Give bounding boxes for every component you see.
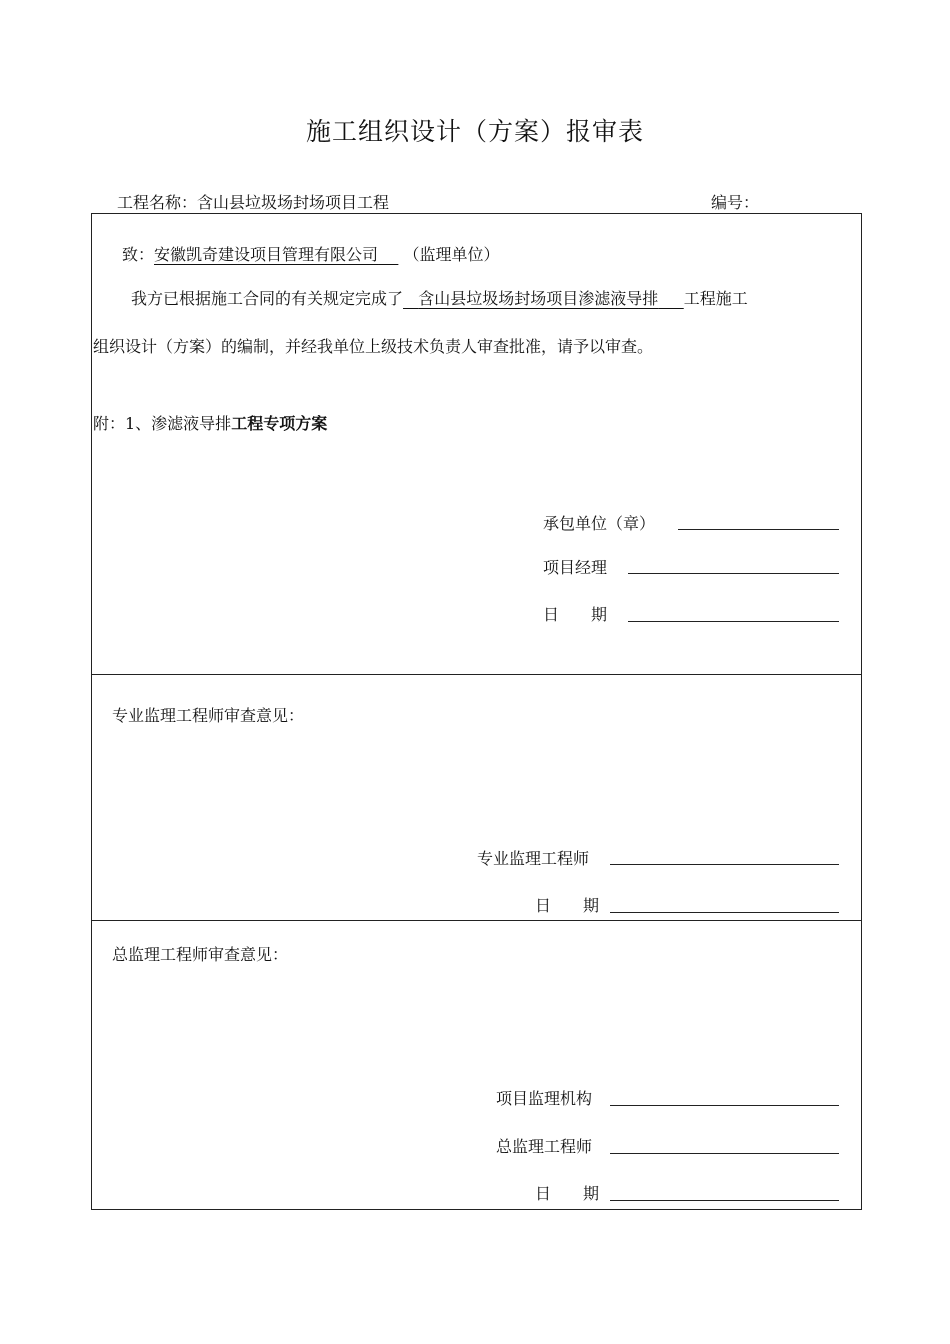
submission-line-1 bbox=[131, 286, 748, 309]
section-divider-2 bbox=[91, 920, 862, 921]
engineer-date-line bbox=[610, 912, 839, 913]
supervision-org-label: 项目监理机构 bbox=[496, 1089, 593, 1108]
engineer-date-label: 日 期 bbox=[535, 896, 600, 915]
project-name-label: 工程名称： bbox=[117, 193, 198, 212]
manager-label: 项目经理 bbox=[543, 558, 608, 577]
submission-line-2: 组织设计（方案）的编制，并经我单位上级技术负责人审查批准，请予以审查。 bbox=[93, 337, 654, 356]
engineer-label: 专业监理工程师 bbox=[477, 849, 590, 868]
submission-suffix: 工程施工 bbox=[683, 289, 748, 308]
engineer-review-heading: 专业监理工程师审查意见： bbox=[112, 706, 305, 725]
form-number-label: 编号： bbox=[711, 193, 760, 212]
recipient-line bbox=[122, 242, 499, 265]
section-divider-1 bbox=[91, 674, 862, 675]
chief-engineer-label: 总监理工程师 bbox=[496, 1137, 593, 1156]
contractor-signature-line bbox=[678, 529, 839, 530]
project-name-value: 含山县垃圾场封场项目工程 bbox=[197, 193, 390, 212]
submission-project: 含山县垃圾场封场项目渗滤液导排 bbox=[418, 289, 659, 308]
attachment-line bbox=[93, 411, 327, 434]
page-title: 施工组织设计（方案）报审表 bbox=[305, 117, 644, 146]
chief-engineer-line bbox=[610, 1153, 839, 1154]
chief-date-line bbox=[610, 1200, 839, 1201]
attachment-prefix: 附：1、渗滤液导排 bbox=[93, 414, 232, 433]
supervision-org-line bbox=[610, 1105, 839, 1106]
contractor-label: 承包单位（章） bbox=[543, 514, 656, 533]
recipient-name: 安徽凯奇建设项目管理有限公司 bbox=[154, 245, 379, 264]
chief-review-heading: 总监理工程师审查意见： bbox=[112, 945, 289, 964]
attachment-title: 工程专项方案 bbox=[231, 414, 328, 433]
recipient-role: （监理单位） bbox=[403, 245, 500, 264]
submission-prefix: 我方已根据施工合同的有关规定完成了 bbox=[131, 289, 404, 308]
project-name-row bbox=[117, 190, 389, 213]
chief-date-label: 日 期 bbox=[535, 1184, 600, 1203]
manager-signature-line bbox=[628, 573, 839, 574]
contractor-date-line bbox=[628, 621, 839, 622]
contractor-date-label: 日 期 bbox=[543, 605, 608, 624]
engineer-signature-line bbox=[610, 864, 839, 865]
to-prefix: 致： bbox=[122, 245, 155, 264]
